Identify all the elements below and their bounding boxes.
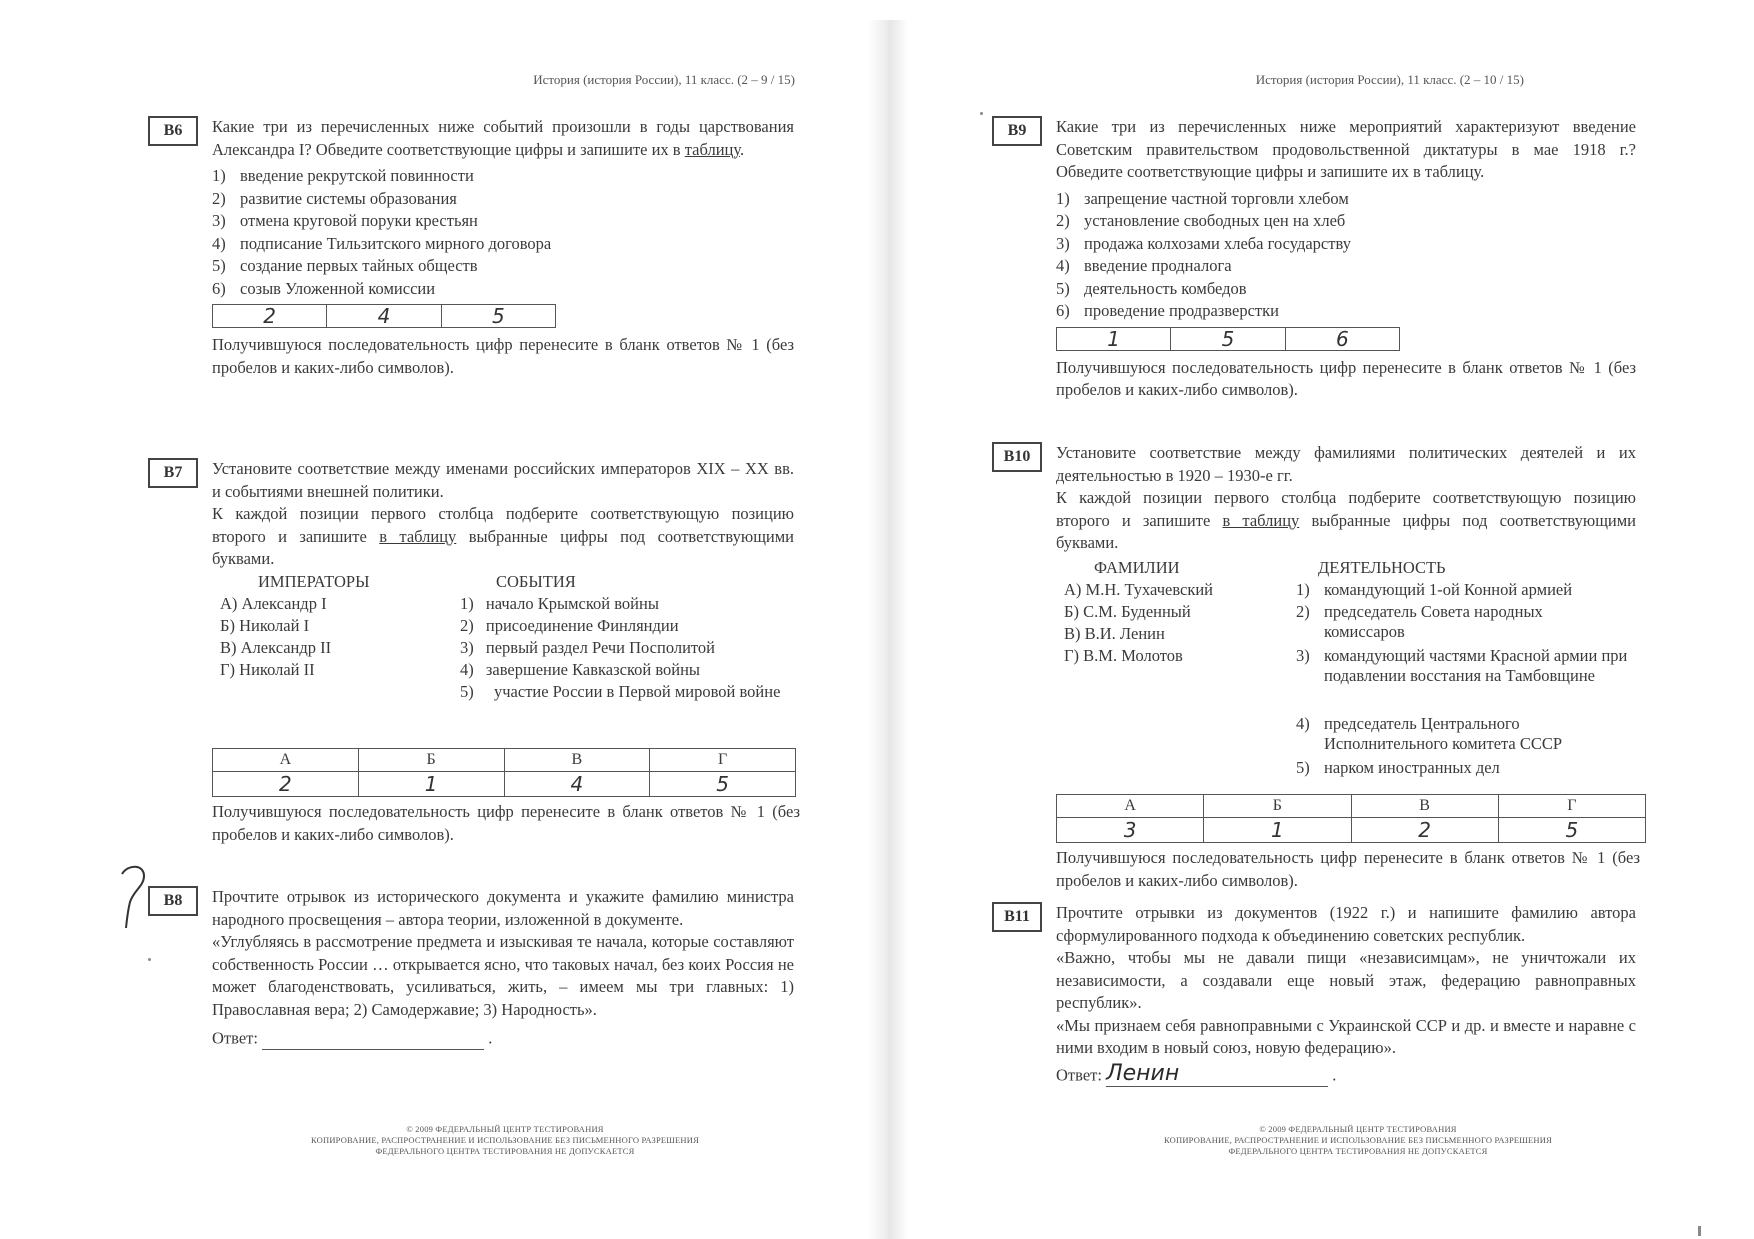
column-header: ДЕЯТЕЛЬНОСТЬ bbox=[1318, 558, 1446, 577]
option-item: 4) введение продналога bbox=[1056, 256, 1232, 275]
column-item: Б) Николай I bbox=[220, 616, 310, 635]
scan-speck bbox=[980, 112, 983, 115]
column-item: 4) завершение Кавказской войны bbox=[460, 660, 701, 679]
page-header: История (история России), 11 класс. (2 – 9 / 15) bbox=[533, 72, 795, 87]
task-body bbox=[212, 458, 794, 571]
document-quote: «Мы признаем себя равноправными с Украинской ССР и др. и вместе и наравне с ними входим в новый союз, новую федерацию». bbox=[1056, 1015, 1636, 1057]
column-item: 5) нарком иностранных дел bbox=[1296, 758, 1500, 777]
answer-cell[interactable]: 5 bbox=[650, 772, 796, 797]
answer-cell[interactable]: 4 bbox=[504, 772, 650, 797]
option-item: 1) введение рекрутской повинности bbox=[212, 166, 474, 185]
column-item: 5) участие России в Первой мировой войне bbox=[460, 682, 781, 701]
answer-cell[interactable]: 3 bbox=[1057, 818, 1204, 843]
task-body bbox=[1056, 442, 1636, 555]
column-item: Г) Николай II bbox=[220, 660, 315, 679]
matching-columns bbox=[1064, 558, 1644, 778]
table-letter: Б bbox=[358, 749, 504, 772]
table-letter: Г bbox=[650, 749, 796, 772]
question-text: Какие три из перечисленных ниже событий произошли в годы царствования Александра I? Обведите соответствующие цифры и запишите их в bbox=[212, 117, 794, 159]
answer-cell[interactable]: 2 bbox=[213, 772, 359, 797]
task-body: Какие три из перечисленных ниже событий произошли в годы царствования Александра I? Обведите соответствующие цифры и запишите их в таблицу. 1) введение рекрутской повинности 2) развитие системы образования 3) отмена круговой поруки крестьян 4) подписание Тильзитского мирного договора 5) создание первых тайных обществ 6) созыв Уложенной комиссии 2 4 5 Получившуюся последовательность цифр перенесите в бланк ответов № 1 (без пробелов и каких-либо символов). bbox=[212, 116, 794, 379]
option-item: 5) деятельность комбедов bbox=[1056, 278, 1247, 298]
page-header: История (история России), 11 класс. (2 – 10 / 15) bbox=[1255, 72, 1524, 87]
column-item: 2) председатель Совета народных комиссаров bbox=[1296, 602, 1543, 641]
column-item: В) Александр II bbox=[220, 638, 332, 657]
question-text: Какие три из перечисленных ниже мероприятий характеризуют введение Советским правительством продовольственной диктатуры в мае 1918 г.? Обведите соответствующие цифры и запишите их в таблицу. bbox=[1056, 117, 1636, 181]
table-link: в таблицу bbox=[1222, 510, 1300, 530]
column-item: Б) С.М. Буденный bbox=[1064, 602, 1191, 621]
page-footer: © 2009 ФЕДЕРАЛЬНЫЙ ЦЕНТР ТЕСТИРОВАНИЯ КОПИРОВАНИЕ, РАСПРОСТРАНЕНИЕ И ИСПОЛЬЗОВАНИЕ БЕЗ ПИСЬМЕННОГО РАЗРЕШЕНИЯ ФЕДЕРАЛЬНОГО ЦЕНТРА ТЕСТИРОВАНИЯ НЕ ДОПУСКАЕТСЯ bbox=[1164, 1124, 1552, 1156]
answer-box[interactable] bbox=[1056, 327, 1400, 351]
option-item: 3) отмена круговой поруки крестьян bbox=[212, 211, 478, 230]
column-item: А) М.Н. Тухачевский bbox=[1064, 580, 1214, 599]
option-item: 3) продажа колхозами хлеба государству bbox=[1056, 233, 1351, 253]
column-item: 3) первый раздел Речи Посполитой bbox=[460, 638, 716, 657]
column-item: А) Александр I bbox=[220, 594, 327, 613]
table-letter: В bbox=[504, 749, 650, 772]
document-quote: «Углубляясь в рассмотрение предмета и изыскивая те начала, которые составляют собственность России … открывается ясно, что таковых начал, без коих Россия не может благоденствовать, усиливаться, жить, – имеем мы три главных: 1) Православная вера; 2) Самодержавие; 3) Народность». bbox=[212, 932, 794, 1019]
option-item: 4) подписание Тильзитского мирного договора bbox=[212, 233, 552, 253]
column-item: 3) командующий частями Красной армии при подавлении восстания на Тамбовщине bbox=[1296, 646, 1628, 685]
task-body bbox=[212, 886, 794, 1050]
task-label: B7 bbox=[148, 458, 198, 488]
task-label: B8 bbox=[148, 886, 198, 916]
column-header: ИМПЕРАТОРЫ bbox=[258, 572, 370, 591]
column-item: 1) командующий 1-ой Конной армией bbox=[1296, 580, 1573, 599]
transfer-note: Получившуюся последовательность цифр перенесите в бланк ответов № 1 (без пробелов и каких-либо символов). bbox=[1056, 357, 1636, 399]
transfer-note: Получившуюся последовательность цифр перенесите в бланк ответов № 1 (без пробелов и каких-либо символов). bbox=[1056, 848, 1640, 890]
answer-cell[interactable]: 1 bbox=[358, 772, 504, 797]
option-item: 1) запрещение частной торговли хлебом bbox=[1056, 188, 1349, 208]
option-item: 5) создание первых тайных обществ bbox=[212, 256, 478, 275]
answer-table bbox=[212, 748, 796, 797]
option-item: 6) проведение продразверстки bbox=[1056, 301, 1279, 320]
column-item: Г) В.М. Молотов bbox=[1064, 646, 1183, 665]
task-label: B10 bbox=[992, 442, 1042, 472]
answer-cell[interactable]: 5 bbox=[1498, 818, 1645, 843]
scan-speck bbox=[1698, 1226, 1701, 1236]
right-page bbox=[880, 0, 1754, 1239]
matching-columns bbox=[220, 572, 820, 742]
answer-label: Ответ: bbox=[1056, 1065, 1102, 1084]
option-item: 2) установление свободных цен на хлеб bbox=[1056, 211, 1346, 230]
task-label: B11 bbox=[992, 902, 1042, 932]
transfer-note: Получившуюся последовательность цифр перенесите в бланк ответов № 1 (без пробелов и каких-либо символов). bbox=[212, 335, 794, 377]
column-item: В) В.И. Ленин bbox=[1064, 624, 1165, 643]
answer-cell[interactable]: 5 bbox=[491, 304, 505, 328]
task-label: B9 bbox=[992, 116, 1042, 146]
options-list bbox=[212, 165, 794, 300]
question-text: Установите соответствие между фамилиями политических деятелей и их деятельностью в 1920 – 1930-е гг. bbox=[1056, 443, 1636, 485]
table-letter: А bbox=[1057, 795, 1204, 818]
answer-cell[interactable]: 2 bbox=[1351, 818, 1498, 843]
answer-row: Ответ: Ленин . bbox=[1056, 1060, 1337, 1086]
answer-cell[interactable]: 1 bbox=[1057, 328, 1171, 350]
instruction-text: К каждой позиции первого столбца подберите соответствующую позицию второго и запишите в таблицу выбранные цифры под соответствующими буквами. bbox=[212, 504, 795, 568]
scan-speck bbox=[148, 958, 151, 961]
answer-field[interactable]: Ленин bbox=[1106, 1062, 1328, 1087]
table-letter: Б bbox=[1204, 795, 1351, 818]
answer-cell[interactable]: 6 bbox=[1335, 326, 1349, 351]
column-item: 2) присоединение Финляндии bbox=[460, 616, 679, 635]
table-link: таблицу bbox=[684, 139, 740, 159]
option-item: 6) созыв Уложенной комиссии bbox=[212, 278, 436, 298]
table-letter: В bbox=[1351, 795, 1498, 818]
answer-row: Ответ: . bbox=[212, 1027, 794, 1050]
answer-table bbox=[1056, 794, 1646, 843]
task-body bbox=[1056, 116, 1636, 402]
answer-field[interactable] bbox=[262, 1027, 484, 1050]
options-list bbox=[1056, 188, 1636, 323]
question-text: Установите соответствие между именами российских императоров XIX – XX вв. и событиями внешней политики. bbox=[212, 459, 794, 501]
task-label: B6 bbox=[148, 116, 198, 146]
transfer-note: Получившуюся последовательность цифр перенесите в бланк ответов № 1 (без пробелов и каких-либо символов). bbox=[212, 802, 800, 844]
question-text: Прочтите отрывок из исторического документа и укажите фамилию министра народного просвещения – автора теории, изложенной в документе. bbox=[212, 887, 794, 929]
answer-label: Ответ: bbox=[212, 1028, 258, 1048]
instruction-text: К каждой позиции первого столбца подберите соответствующую позицию второго и запишите в таблицу выбранные цифры под соответствующими буквами. bbox=[1056, 488, 1637, 552]
column-header: СОБЫТИЯ bbox=[496, 572, 576, 591]
handwritten-question-mark bbox=[118, 862, 148, 932]
table-link: в таблицу bbox=[379, 526, 457, 546]
table-letter: Г bbox=[1498, 795, 1645, 818]
option-item: 2) развитие системы образования bbox=[212, 188, 457, 208]
answer-cell[interactable]: 5 bbox=[1171, 328, 1285, 350]
column-item: 4) председатель Центрального Исполнительного комитета СССР bbox=[1296, 714, 1563, 753]
table-letter: А bbox=[213, 749, 359, 772]
task-body bbox=[1056, 902, 1636, 1087]
answer-cell[interactable]: 4 bbox=[327, 305, 441, 327]
answer-box[interactable] bbox=[212, 304, 556, 328]
answer-cell[interactable]: 1 bbox=[1204, 818, 1351, 843]
answer-cell[interactable]: 2 bbox=[213, 305, 327, 327]
page-footer: © 2009 ФЕДЕРАЛЬНЫЙ ЦЕНТР ТЕСТИРОВАНИЯ КОПИРОВАНИЕ, РАСПРОСТРАНЕНИЕ И ИСПОЛЬЗОВАНИЕ БЕЗ ПИСЬМЕННОГО РАЗРЕШЕНИЯ ФЕДЕРАЛЬНОГО ЦЕНТРА ТЕСТИРОВАНИЯ НЕ ДОПУСКАЕТСЯ bbox=[311, 1124, 699, 1156]
document-quote: «Важно, чтобы мы не давали пищи «независимцам», не уничтожали их независимости, а создавали еще новый этаж, федерацию равноправных республик». bbox=[1056, 948, 1636, 1012]
question-text: Прочтите отрывки из документов (1922 г.) и напишите фамилию автора сформулированного подхода к объединению советских республик. bbox=[1056, 903, 1636, 945]
column-item: 1) начало Крымской войны bbox=[460, 594, 659, 613]
column-header: ФАМИЛИИ bbox=[1094, 558, 1180, 577]
